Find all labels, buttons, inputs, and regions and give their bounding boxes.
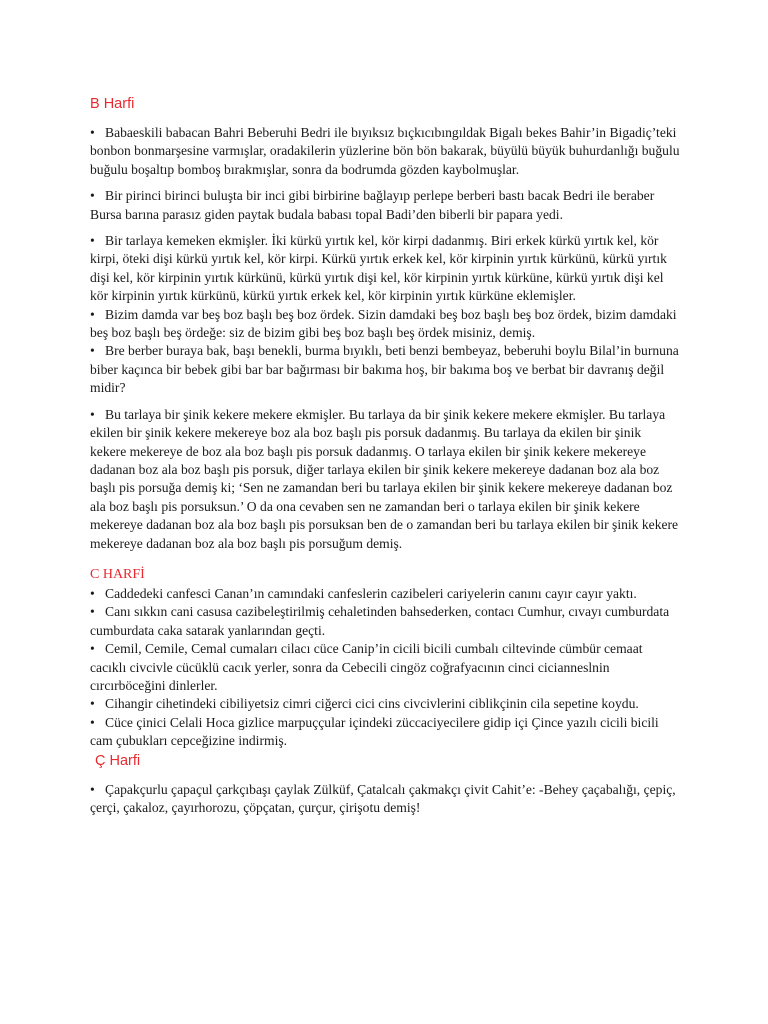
list-item-text: Cüce çinici Celali Hoca gizlice marpuççular içindeki züccaciyecilere gidip içi Çince yazılı cicili bicili cam çubukları cepceğizine indirmiş. — [90, 714, 659, 749]
section-c — [90, 565, 680, 751]
bullet-icon: • — [90, 641, 95, 657]
bullet-icon: • — [90, 125, 95, 140]
list-item — [90, 781, 680, 818]
list-item — [90, 232, 680, 306]
document-page — [90, 94, 680, 817]
list-item-text: Bu tarlaya bir şinik kekere mekere ekmişler. Bu tarlaya da bir şinik kekere mekere ekmişler. Bu tarlaya ekilen bir şinik kekere mekereye boz ala boz başlı pis porsuk dadanmış. Bu tarlaya da ekilen bir şinik kekere mekereye de boz ala boz başlı pis porsuk dadanmış. O tarlaya ekilen bir şinik kekere mekereye dadanan boz ala boz başlı pis porsuk, diğer tarlaya ekilen bir şinik kekere mekereye dadanan boz ala boz başlı pis porsuğa demiş ki; ‘Sen ne zamandan beri bu tarlaya ekilen bir şinik kekere mekereye dadanan boz ala boz başlı pis porsuksun.’ O da ona cevaben sen ne zamandan beri o tarlaya ekilen bir şinik kekere mekereye dadanan boz ala boz başlı pis porsuksan ben de o zamandan beri bu tarlaya ekilen bir şinik kekere mekereye dadanan boz ala boz başlı pis porsuğum demiş. — [90, 406, 679, 551]
bullet-icon: • — [90, 306, 95, 322]
list-item — [90, 585, 680, 603]
list-item — [90, 124, 680, 179]
list-item-text: Bizim damda var beş boz başlı beş boz ördek. Sizin damdaki beş boz başlı beş boz ördek, bizim damdaki beş boz başlı beş ördeğe: siz de bizim gibi beş boz başlı beş ördek misiniz, demiş. — [90, 306, 677, 341]
list-item-text: Cemil, Cemile, Cemal cumaları cilacı cüce Canip’in cicili bicili cumbalı ciltevinde cümbür cemaat cacıklı civcivle cücüklü cacık yerler, sonra da Cebecili cingöz coğrafyacının cinci cicianneslnin cırcırböceğini dinlerler. — [90, 641, 643, 693]
bullet-icon: • — [90, 714, 95, 730]
bullet-icon: • — [90, 233, 95, 249]
bullet-icon: • — [90, 406, 95, 422]
list-item-text: Cihangir cihetindeki cibiliyetsiz cimri ciğerci cici cins civcivlerini ciblikçinin cila sepetine koydu. — [105, 696, 639, 712]
bullet-icon: • — [90, 696, 95, 712]
section-b — [90, 94, 680, 553]
section-heading-b: B Harfi — [90, 96, 135, 112]
section-heading-cc: Ç Harfi — [95, 752, 141, 769]
list-item-text: Çapakçurlu çapaçul çarkçıbaşı çaylak Zülküf, Çatalcalı çakmakçı çivit Cahit’e: -Behey çaçabalığı, çepiç, çerçi, çakaloz, çayırhorozu, çöpçatan, çurçur, çirişotu demiş! — [90, 781, 676, 815]
bullet-icon: • — [90, 585, 95, 601]
list-item-text: Bir pirinci birinci buluşta bir inci gibi birbirine bağlayıp perlepe berberi bastı bacak Bedri ile beraber Bursa barına parasız giden paytak budala babası topal Badi’den biberli bir papara yedi. — [90, 188, 655, 222]
bullet-icon: • — [90, 343, 95, 359]
bullet-icon: • — [90, 188, 95, 204]
list-item — [90, 406, 680, 553]
section-cc — [90, 751, 680, 818]
list-item-text: Canı sıkkın cani casusa cazibeleştirilmiş cehaletinden bahsederken, contacı Cumhur, cıvayı cumburdata cumburdata caka satarak yanlarından geçti. — [90, 604, 670, 638]
list-item — [90, 603, 680, 640]
list-item — [90, 714, 680, 751]
list-item-text: Bir tarlaya kemeken ekmişler. İki kürkü yırtık kel, kör kirpi dadanmış. Biri erkek kürkü yırtık kel, kör kirpi, öteki dişi kürkü yırtık kel, kör kirpi. Kürkü yırtık erkek kel, kör kirpinin yırtık kürkünü, kürkü yırtık dişi kel, kör kirpinin yırtık kürkünü, kürkü yırtık dişi kel, kör kirpinin yırtık kürküne, kürkü yırtık dişi kel kör kirpinin yırtık kürkünü, kürkü yırtık erkek kel, kör kirpinin yırtık kürküne eklemişler. — [90, 233, 667, 304]
list-item-text: Babaeskili babacan Bahri Beberuhi Bedri ile bıyıksız bıçkıcıbıngıldak Bigalı bekes Bahir’in Bigadiç’teki bonbon bonmarşesine varmışlar, oradakilerin yüzlerine bön bön bakarak, büyülü büyük buhurdanlığı buğulu buğulu boşaltıp bomboş bırakmışlar, sonra da bodrumda gözden kaybolmuşlar. — [90, 125, 680, 177]
list-item-text: Bre berber buraya bak, başı benekli, burma bıyıklı, beti benzi bembeyaz, beberuhi boylu Bilal’in burnuna biber kaçınca bir bebek gibi bar bar bağırması bir bakıma hoş, bir bakıma boş ve berbat bir davranış değil midir? — [90, 343, 679, 396]
list-item-text: Caddedeki canfesci Canan’ın camındaki canfeslerin cazibeleri cariyelerin canını cayır cayır yaktı. — [105, 585, 637, 601]
list-item — [90, 695, 680, 713]
bullet-icon: • — [90, 604, 95, 620]
section-heading-c: C HARFİ — [90, 566, 145, 582]
list-item — [90, 640, 680, 695]
list-item — [90, 187, 680, 224]
bullet-icon: • — [90, 781, 95, 797]
list-item — [90, 306, 680, 343]
list-item — [90, 342, 680, 397]
